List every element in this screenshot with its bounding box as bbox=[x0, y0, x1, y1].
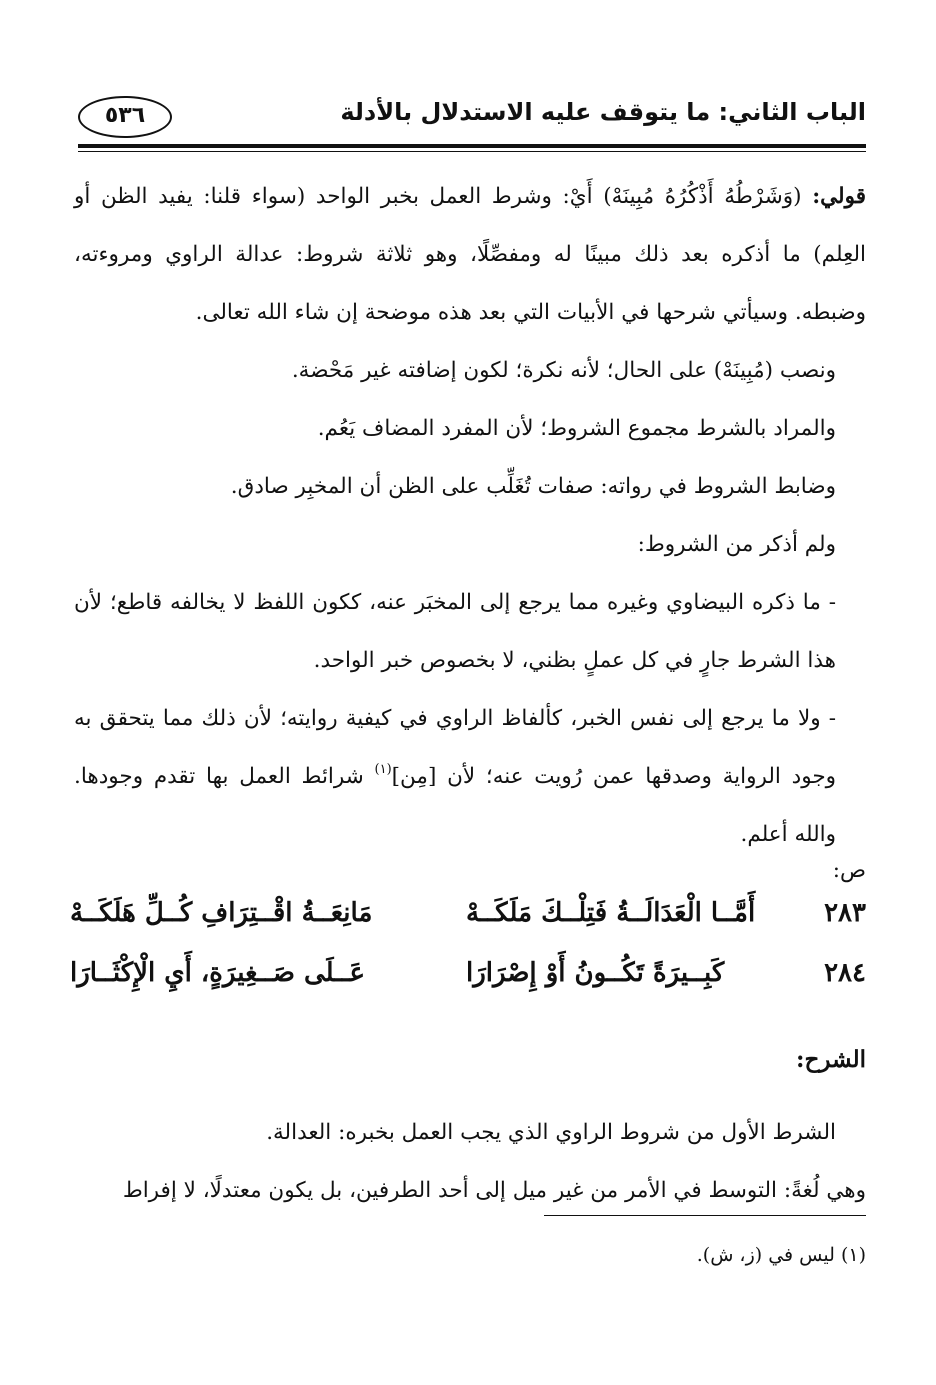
paragraph: - ما ذكره البيضاوي وغيره مما يرجع إلى المخبَر عنه، ككون اللفظ لا يخالفه قاطع؛ لأن هذا الشرط جارٍ في كل عملٍ بظني، لا بخصوص خبر الواحد. bbox=[74, 590, 836, 673]
verse-second-hemistich: عَــلَى صَــغِيرَةٍ، أَيِ الْإِكْثَــارَا bbox=[70, 958, 366, 988]
page-number: ٥٣٦ bbox=[78, 96, 172, 138]
paragraph: ونصب (مُبِينَهْ) على الحال؛ لأنه نكرة؛ لكون إضافته غير مَحْضة. bbox=[291, 358, 836, 383]
paragraph-text: شرائط العمل بها تقدم وجودها. والله أعلم. bbox=[74, 764, 836, 847]
verse-line bbox=[70, 958, 866, 1008]
lead-word: قولي: bbox=[812, 184, 866, 209]
paragraph bbox=[74, 168, 866, 342]
footnote: (١) ليس في (ز، ش). bbox=[696, 1244, 866, 1266]
main-text bbox=[74, 168, 866, 864]
verse-label: ص: bbox=[832, 858, 866, 883]
verse-second-hemistich: مَانِعَــةُ اقْــتِرَافِ كُــلِّ هَلَكَــهْ bbox=[70, 898, 373, 928]
verse-first-hemistich: كَبِــيرَةً تَكُــونُ أَوْ إِصْرَارَا bbox=[466, 958, 725, 988]
paragraph-text: - ولا ما يرجع إلى نفس الخبر، كألفاظ الراوي في كيفية روايته؛ لأن ذلك مما يتحقق به وجود الرواية وصدقها عمن رُويت عنه؛ لأن [مِن] bbox=[74, 706, 836, 789]
verse-line bbox=[70, 898, 866, 948]
header-rule-thin bbox=[78, 151, 866, 152]
paragraph bbox=[74, 690, 866, 864]
chapter-title: الباب الثاني: ما يتوقف عليه الاستدلال بالأدلة bbox=[340, 98, 866, 126]
verse-number: ٢٨٣ bbox=[824, 898, 866, 928]
paragraph: ولم أذكر من الشروط: bbox=[637, 532, 836, 557]
paragraph: وهي لُغةً: التوسط في الأمر من غير ميل إلى أحد الطرفين، بل يكون معتدلًا، لا إفراط bbox=[122, 1178, 866, 1203]
paragraph: الشرط الأول من شروط الراوي الذي يجب العمل بخبره: العدالة. bbox=[266, 1120, 836, 1145]
verse-number: ٢٨٤ bbox=[824, 958, 866, 988]
sharh-heading: الشرح: bbox=[796, 1046, 866, 1073]
verse-first-hemistich: أَمَّــا الْعَدَالَــةُ فَتِلْــكَ مَلَكَــهْ bbox=[466, 898, 756, 928]
header-rule-thick bbox=[78, 144, 866, 148]
footnote-separator bbox=[544, 1215, 866, 1216]
footnote-marker: (١) bbox=[374, 762, 392, 777]
paragraph: وضابط الشروط في رواته: صفات تُغَلِّب على الظن أن المخبِر صادق. bbox=[230, 474, 836, 499]
page-header bbox=[78, 96, 866, 140]
paragraph: والمراد بالشرط مجموع الشروط؛ لأن المفرد المضاف يَعُم. bbox=[317, 416, 836, 441]
sharh-text bbox=[70, 1104, 866, 1220]
paragraph-text: (وَشَرْطُهُ أَذْكُرُهُ مُبِينَهْ) أَيْ: وشرط العمل بخبر الواحد (سواء قلنا: يفيد الظن أو العِلم) ما أذكره بعد ذلك مبينًا له ومفصِّلًا، وهو ثلاثة شروط: عدالة الراوي ومروءته، وضبطه. وسيأتي شرحها في الأبيات التي بعد هذه موضحة إن شاء الله تعالى. bbox=[74, 184, 866, 325]
